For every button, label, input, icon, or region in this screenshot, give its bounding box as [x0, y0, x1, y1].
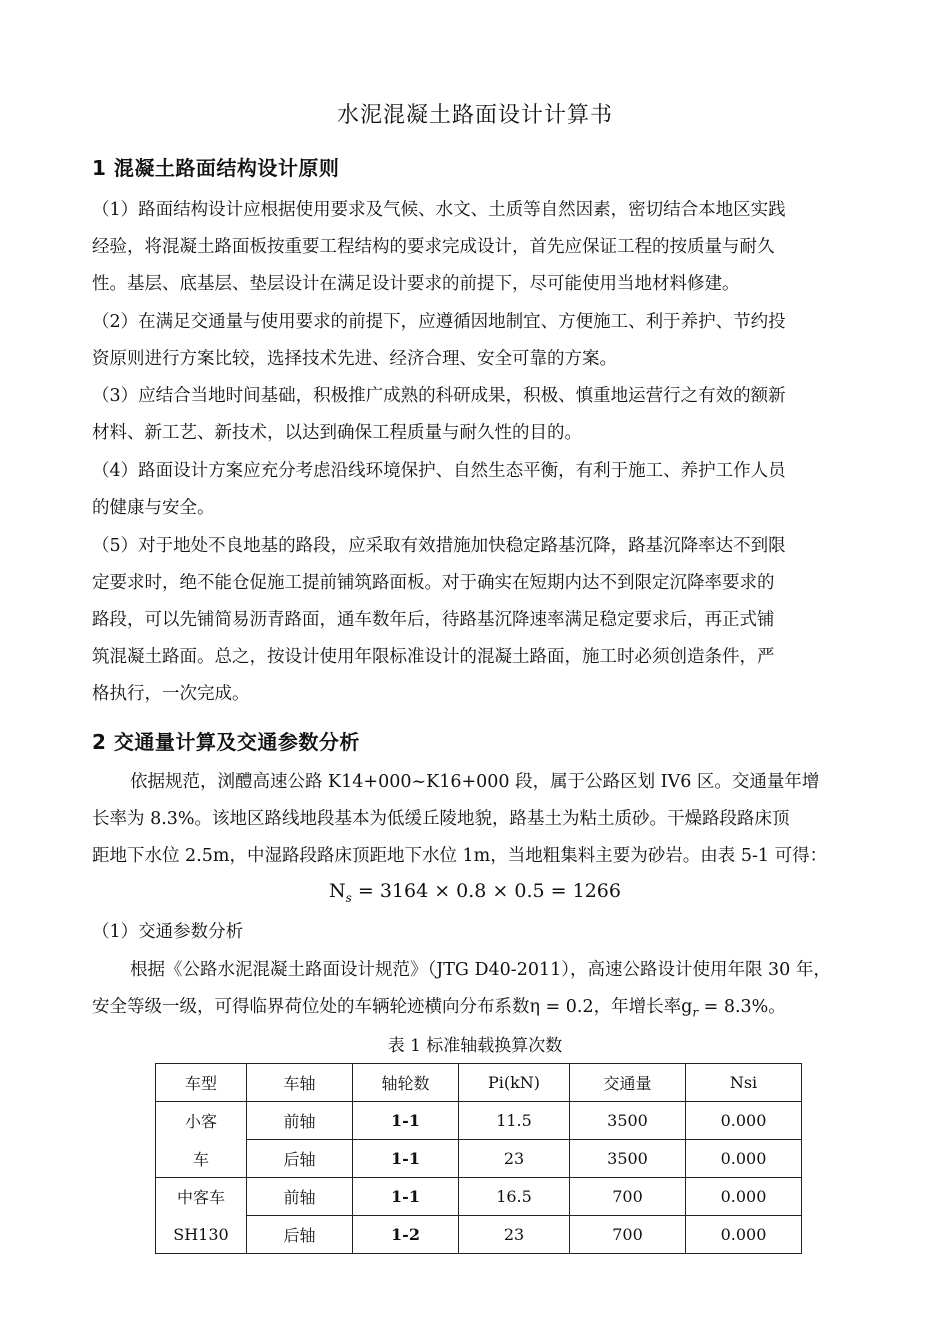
table-cell: 16.5	[459, 1178, 570, 1216]
s1-line-8: （4）路面设计方案应充分考虑沿线环境保护、自然生态平衡，有利于施工、养护工作人员	[92, 461, 786, 481]
s1-line-7: 材料、新工艺、新技术，以达到确保工程质量与耐久性的目的。	[92, 423, 582, 443]
table-cell: 11.5	[459, 1102, 570, 1140]
table-cell: 后轴	[247, 1140, 353, 1178]
header-cell: 车型	[156, 1064, 247, 1102]
axle-load-table	[155, 1063, 802, 1254]
table-cell: 0.000	[686, 1140, 802, 1178]
s1-line-5: 资原则进行方案比较，选择技术先进、经济合理、安全可靠的方案。	[92, 349, 617, 369]
table-header-row	[156, 1064, 802, 1102]
table-cell: 3500	[570, 1102, 686, 1140]
s1-line-4: （2）在满足交通量与使用要求的前提下，应遵循因地制宜、方便施工、利于养护、节约投	[92, 312, 786, 332]
header-cell: Nsi	[686, 1064, 802, 1102]
s1-line-9: 的健康与安全。	[92, 498, 215, 518]
s2-para2-subscript: r	[692, 1005, 699, 1020]
vehicle-type-cell: 小客	[156, 1102, 247, 1140]
table-caption: 表 1 标准轴载换算次数	[387, 1036, 563, 1056]
table-cell: 1-2	[353, 1216, 459, 1254]
table-cell: 3500	[570, 1140, 686, 1178]
s2-para2-line-2	[92, 995, 852, 1025]
header-cell: 交通量	[570, 1064, 686, 1102]
table-row	[156, 1216, 802, 1254]
s1-line-3: 性。基层、底基层、垫层设计在满足设计要求的前提下，尽可能使用当地材料修建。	[92, 274, 740, 294]
table-cell: 1-1	[353, 1102, 459, 1140]
table-cell: 23	[459, 1140, 570, 1178]
equation-subscript: s	[345, 890, 352, 905]
s1-line-11: 定要求时，绝不能仓促施工提前铺筑路面板。对于确实在短期内达不到限定沉降率要求的	[92, 573, 775, 593]
s1-line-14: 格执行，一次完成。	[92, 684, 250, 704]
table-cell: 700	[570, 1178, 686, 1216]
table-row	[156, 1102, 802, 1140]
s2-para2-text: 安全等级一级，可得临界荷位处的车辆轮迹横向分布系数η = 0.2，年增长率g	[92, 997, 693, 1017]
section-2-heading: 2 交通量计算及交通参数分析	[92, 730, 360, 754]
document-title: 水泥混凝土路面设计计算书	[336, 103, 613, 128]
header-cell: Pi(kN)	[459, 1064, 570, 1102]
table-cell: 23	[459, 1216, 570, 1254]
s2-para2-tail: = 8.3%。	[698, 997, 786, 1017]
s2-line-1: 依据规范，浏醴高速公路 K14+000~K16+000 段，属于公路区划 IV6 区。交通量年增	[130, 772, 820, 792]
equation-lhs: N	[329, 880, 346, 902]
s1-line-6: （3）应结合当地时间基础，积极推广成熟的科研成果，积极、慎重地运营行之有效的额新	[92, 386, 786, 406]
s1-line-2: 经验，将混凝土路面板按重要工程结构的要求完成设计，首先应保证工程的按质量与耐久	[92, 237, 775, 257]
table-row	[156, 1140, 802, 1178]
table-cell: 前轴	[247, 1178, 353, 1216]
equation-rhs: = 3164 × 0.8 × 0.5 = 1266	[351, 880, 621, 902]
vehicle-type-cell: 中客车	[156, 1178, 247, 1216]
table-cell: 0.000	[686, 1178, 802, 1216]
header-cell: 车轴	[247, 1064, 353, 1102]
table-cell: 0.000	[686, 1216, 802, 1254]
section-1-heading: 1 混凝土路面结构设计原则	[92, 156, 340, 180]
s2-subheading: （1）交通参数分析	[92, 922, 244, 942]
table-cell: 后轴	[247, 1216, 353, 1254]
table-cell: 1-1	[353, 1178, 459, 1216]
vehicle-type-cell: 车	[156, 1140, 247, 1178]
s2-line-2: 长率为 8.3%。该地区路线地段基本为低缓丘陵地貌，路基土为粘土质砂。干燥路段路床顶	[92, 809, 790, 829]
s2-line-3: 距地下水位 2.5m，中湿路段路床顶距地下水位 1m，当地粗集料主要为砂岩。由表 5-1 可得：	[92, 846, 828, 866]
table-cell: 前轴	[247, 1102, 353, 1140]
table-cell: 0.000	[686, 1102, 802, 1140]
header-cell: 轴轮数	[353, 1064, 459, 1102]
s2-para2-line-1: 根据《公路水泥混凝土路面设计规范》（JTG D40-2011），高速公路设计使用年限 30 年，	[130, 960, 831, 980]
table-cell: 700	[570, 1216, 686, 1254]
s1-line-13: 筑混凝土路面。总之，按设计使用年限标准设计的混凝土路面，施工时必须创造条件，严	[92, 647, 775, 667]
s1-line-10: （5）对于地处不良地基的路段，应采取有效措施加快稳定路基沉降，路基沉降率达不到限	[92, 536, 786, 556]
s1-line-12: 路段，可以先铺简易沥青路面，通车数年后，待路基沉降速率满足稳定要求后，再正式铺	[92, 610, 775, 630]
equation-ns	[0, 880, 950, 905]
table-row	[156, 1178, 802, 1216]
s1-line-1: （1）路面结构设计应根据使用要求及气候、水文、土质等自然因素，密切结合本地区实践	[92, 200, 786, 220]
vehicle-type-cell: SH130	[156, 1216, 247, 1254]
table-cell: 1-1	[353, 1140, 459, 1178]
